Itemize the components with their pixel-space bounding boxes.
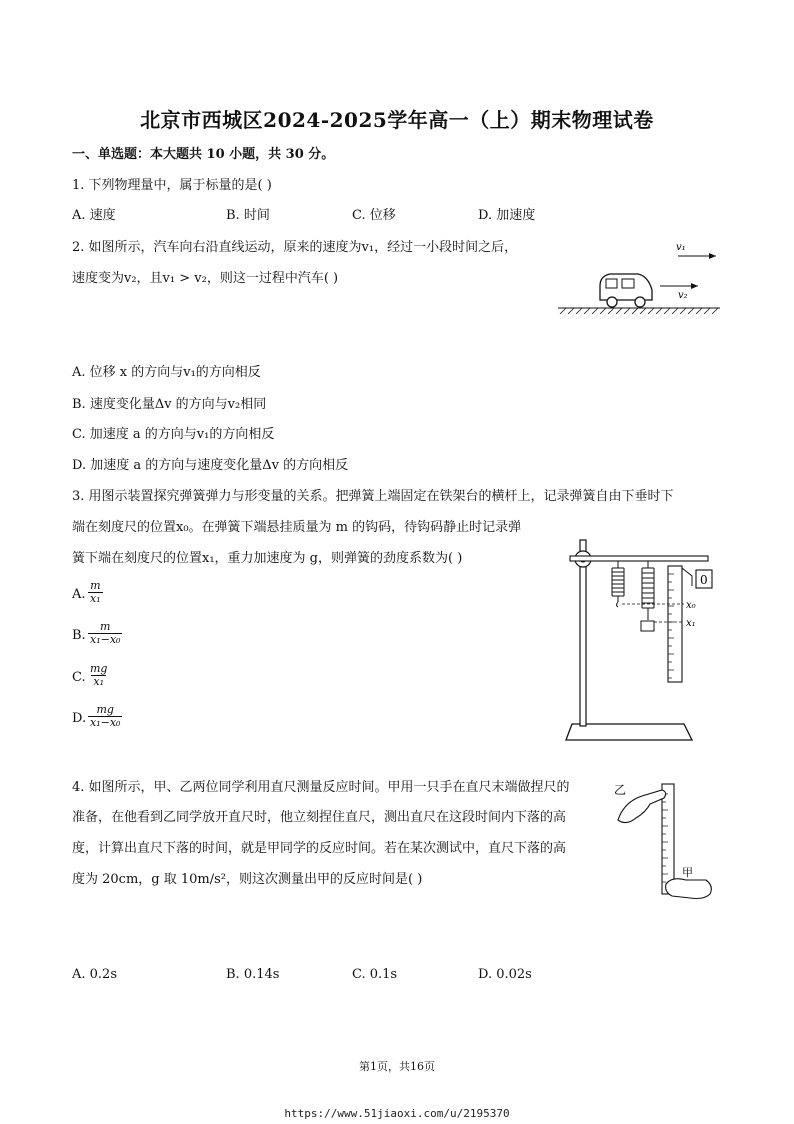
ruler-reaction-figure: [610, 776, 720, 906]
q3-option-a-fraction: [88, 580, 103, 605]
q3-stem-line1: 3. 用图示装置探究弹簧弹力与形变量的关系。把弹簧上端固定在铁架台的横杆上，记录弹簧自由下垂时下: [72, 489, 674, 504]
q3-option-b-den: x₁−x₀: [90, 633, 121, 646]
q3-stem-line3: 簧下端在刻度尺的位置x₁，重力加速度为 g，则弹簧的劲度系数为( ): [72, 551, 463, 566]
q3-option-b-num: m: [100, 620, 111, 633]
q3-option-d-den: x₁−x₀: [90, 716, 121, 729]
page-title: 北京市西城区2024-2025学年高一（上）期末物理试卷: [140, 108, 654, 132]
x0-label: x₀: [686, 600, 696, 611]
q4-option-a: A. 0.2s: [72, 967, 117, 982]
q3-option-a-num: m: [90, 579, 101, 592]
q3-option-d-num: mg: [96, 703, 114, 716]
q2-option-a: A. 位移 x 的方向与v₁的方向相反: [72, 365, 261, 380]
q3-option-d-label: D.: [72, 711, 87, 726]
q1-option-c: C. 位移: [352, 208, 396, 223]
spring-loaded-icon: [641, 561, 654, 631]
q4-stem-line1: 4. 如图所示，甲、乙两位同学利用直尺测量反应时间。甲用一只手在直尺末端做捏尺的: [72, 780, 570, 795]
hand-jia-icon: [666, 879, 712, 899]
q3-option-c-den: x₁: [93, 675, 105, 688]
ruler-icon: [668, 566, 682, 682]
section-heading: 一、单选题：本大题共 10 小题，共 30 分。: [72, 147, 335, 162]
q3-option-c-num: mg: [90, 662, 108, 675]
v2-label: v₂: [678, 290, 688, 301]
q3-option-c-label: C.: [72, 670, 86, 685]
q3-option-d-fraction: [88, 704, 122, 729]
q4-stem-line4: 度为 20cm，g 取 10m/s²，则这次测量出甲的反应时间是( ): [72, 872, 423, 887]
page-footer: 第1页，共16页: [359, 1060, 435, 1073]
v1-label: v₁: [676, 242, 686, 253]
q3-option-b-fraction: [88, 621, 122, 646]
yi-label: 乙: [614, 783, 627, 797]
q2-option-c: C. 加速度 a 的方向与v₁的方向相反: [72, 427, 275, 442]
q4-option-c: C. 0.1s: [352, 967, 398, 982]
q2-option-d: D. 加速度 a 的方向与速度变化量Δv 的方向相反: [72, 458, 349, 473]
car-figure: [552, 232, 724, 322]
q2-stem-line2: 速度变为v₂，且v₁ > v₂，则这一过程中汽车( ): [72, 271, 339, 286]
car-icon: [600, 274, 652, 307]
q3-option-a-den: x₁: [90, 592, 101, 605]
q4-stem-line2: 准备，在他看到乙同学放开直尺时，他立刻捏住直尺，测出直尺在这段时间内下落的高: [72, 810, 567, 825]
ruler-icon: [662, 784, 674, 894]
x1-label: x₁: [686, 618, 696, 629]
q1-stem: 1. 下列物理量中，属于标量的是( ): [72, 178, 272, 193]
q1-option-a: A. 速度: [72, 208, 116, 223]
q4-option-b: B. 0.14s: [226, 967, 280, 982]
watermark-url[interactable]: https://www.51jiaoxi.com/u/2195370: [284, 1107, 510, 1120]
q2-option-b: B. 速度变化量Δv 的方向与v₂相同: [72, 397, 267, 412]
q3-stem-line2: 端在刻度尺的位置x₀。在弹簧下端悬挂质量为 m 的钩码，待钩码静止时记录弹: [72, 520, 522, 535]
zero-label: 0: [700, 573, 708, 587]
q3-option-a-label: A.: [72, 587, 86, 602]
jia-label: 甲: [682, 866, 693, 879]
q2-stem-line1: 2. 如图所示，汽车向右沿直线运动，原来的速度为v₁，经过一小段时间之后，: [72, 240, 518, 255]
q1-option-b: B. 时间: [226, 208, 270, 223]
hook-weight-icon: [641, 621, 654, 631]
q4-option-d: D. 0.02s: [478, 967, 532, 982]
q1-option-d: D. 加速度: [478, 208, 536, 223]
spring-free-icon: [612, 561, 624, 607]
q4-stem-line3: 度，计算出直尺下落的时间，就是甲同学的反应时间。若在某次测试中，直尺下落的高: [72, 841, 567, 856]
spring-apparatus-figure: [560, 526, 720, 746]
q3-option-c-fraction: [88, 663, 109, 688]
q3-option-b-label: B.: [72, 628, 86, 643]
